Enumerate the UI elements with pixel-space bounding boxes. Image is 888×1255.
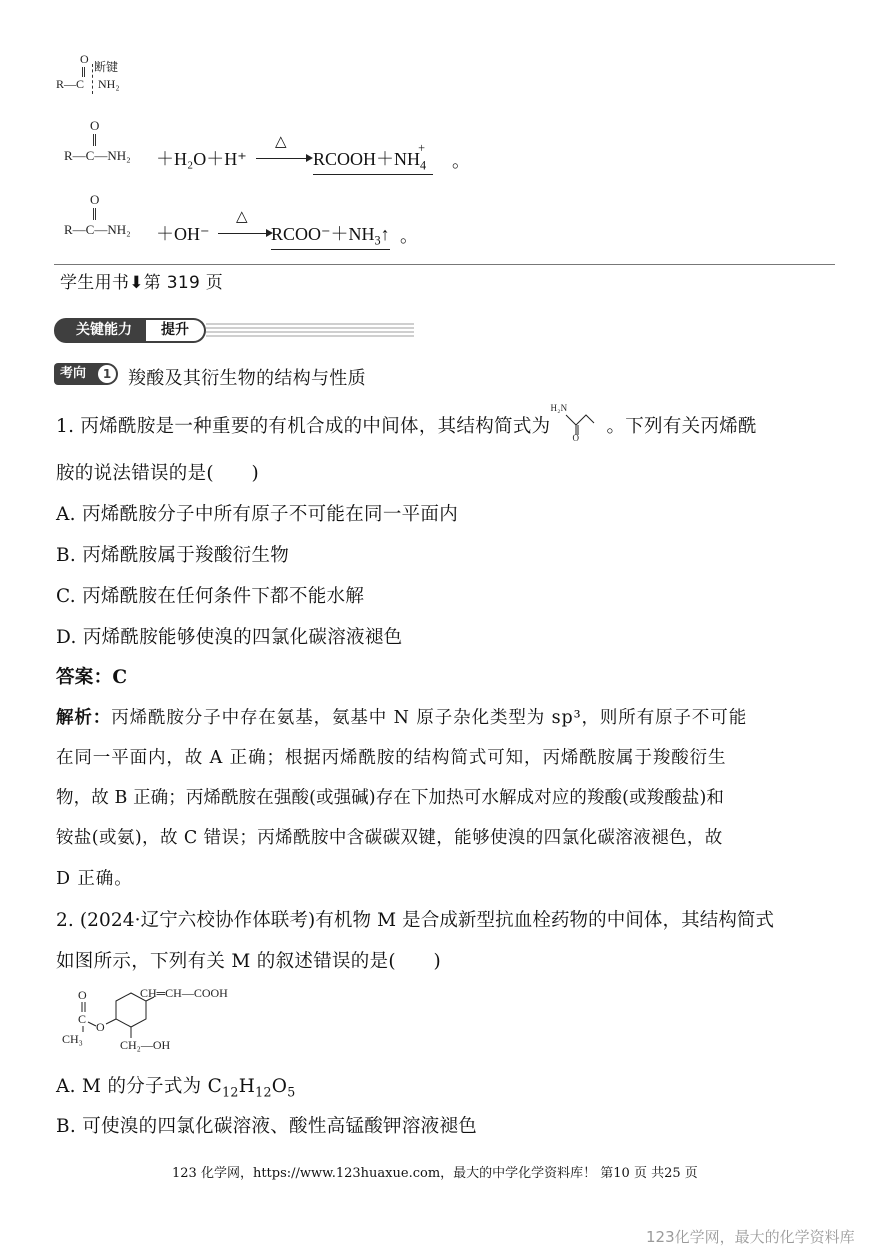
struct-o: O [80, 52, 89, 66]
book-reference: 学生用书⬇第 319 页 [60, 273, 224, 293]
amide-formula: R—C—NH₂ [64, 148, 131, 163]
eq2-reactants: ＋OH⁻ [156, 224, 210, 244]
eq2-arrow [218, 233, 270, 234]
q1-analysis-line5: D 正确。 [56, 869, 133, 889]
banner-stripes [206, 323, 414, 337]
q1-option-c: C. 丙烯酰胺在任何条件下都不能水解 [56, 586, 365, 607]
q1-analysis-line4: 铵盐(或氨)，故 C 错误；丙烯酰胺中含碳碳双键，能够使溴的四氯化碳溶液褪色，故 [56, 828, 723, 848]
equation-1 [60, 118, 520, 178]
struct-r-c: R—C [56, 77, 85, 91]
m-ch3: CH₃ [62, 1032, 83, 1046]
eq1-products: $RCOOH+NH_4^+$ [313, 145, 433, 175]
amide-o: O [90, 118, 100, 133]
amide-o: O [90, 192, 100, 207]
q1-option-b: B. 丙烯酰胺属于羧酸衍生物 [56, 545, 290, 566]
section-banner-left: 关键能力 [54, 318, 154, 343]
dashed-cut-line [92, 64, 93, 94]
amide-formula: R—C—NH₂ [64, 222, 131, 237]
m-carbonyl-c: C [78, 1012, 87, 1026]
eq1-arrow [256, 158, 310, 159]
m-carbonyl-o: O [78, 988, 87, 1002]
eq2-end: 。 [400, 226, 418, 246]
watermark: 123化学网，最大的化学资料库 [646, 1228, 855, 1246]
page-footer: 123 化学网，https://www.123huaxue.com，最大的中学化学资料库！ 第10 页 共25 页 [172, 1166, 698, 1181]
q1-answer: 答案：C [56, 667, 128, 688]
eq1-reactants: ＋H₂O＋H⁺ [156, 149, 247, 169]
q1-stem-line2: 胺的说法错误的是( ) [56, 463, 260, 484]
m-side-chain: CH═CH—COOH [140, 986, 228, 1000]
q1-option-a: A. 丙烯酰胺分子中所有原子不可能在同一平面内 [56, 504, 459, 525]
acrylamide-structure: H₂N O [550, 415, 606, 439]
struct-double-bond [82, 67, 85, 77]
amide-double-bond [93, 134, 96, 146]
m-ch2oh: CH₂—OH [120, 1038, 171, 1052]
section-divider [54, 264, 835, 265]
q1-analysis-line3: 物，故 B 正确；丙烯酰胺在强酸(或强碱)存在下加热可水解成对应的羧酸(或羧酸盐)和 [56, 788, 724, 808]
struct-nh2: NH₂ [98, 77, 120, 91]
equation-2 [60, 192, 520, 252]
kaoxiang-badge: 考向 1 [54, 363, 118, 385]
eq2-condition: △ [236, 209, 248, 225]
eq1-condition: △ [275, 134, 287, 150]
m-ester-o: O [96, 1020, 105, 1034]
broken-bond-label: 断键 [94, 60, 119, 74]
q2-stem-line1: 2. (2024·辽宁六校协作体联考)有机物 M 是合成新型抗血栓药物的中间体，其结构简式 [56, 910, 775, 931]
broken-bond-structure [56, 52, 176, 97]
q1-option-d: D. 丙烯酰胺能够使溴的四氯化碳溶液褪色 [56, 627, 403, 648]
amide-double-bond [93, 208, 96, 220]
q2-option-a: A. M 的分子式为 $C_{12}H_{12}O_5$ [56, 1076, 296, 1100]
q1-stem-line1: 1. 丙烯酰胺是一种重要的有机合成的中间体，其结构简式为 H₂N O 。下列有关丙烯酰 [56, 403, 757, 443]
compound-m-structure [56, 986, 256, 1056]
q1-analysis-line2: 在同一平面内，故 A 正确；根据丙烯酰胺的结构简式可知，丙烯酰胺属于羧酸衍生 [56, 748, 727, 768]
q2-stem-line2: 如图所示，下列有关 M 的叙述错误的是( ) [56, 951, 442, 972]
kaoxiang-title: 羧酸及其衍生物的结构与性质 [128, 368, 366, 389]
eq1-end: 。 [452, 151, 470, 171]
kaoxiang-number: 1 [98, 365, 116, 383]
eq2-products: $RCOO^-+NH_3↑$ [271, 220, 390, 250]
q2-option-b: B. 可使溴的四氯化碳溶液、酸性高锰酸钾溶液褪色 [56, 1116, 478, 1137]
section-banner-right: 提升 [146, 318, 206, 343]
q1-analysis-line1: 解析：丙烯酰胺分子中存在氨基，氨基中 N 原子杂化类型为 sp³，则所有原子不可能 [56, 708, 748, 728]
